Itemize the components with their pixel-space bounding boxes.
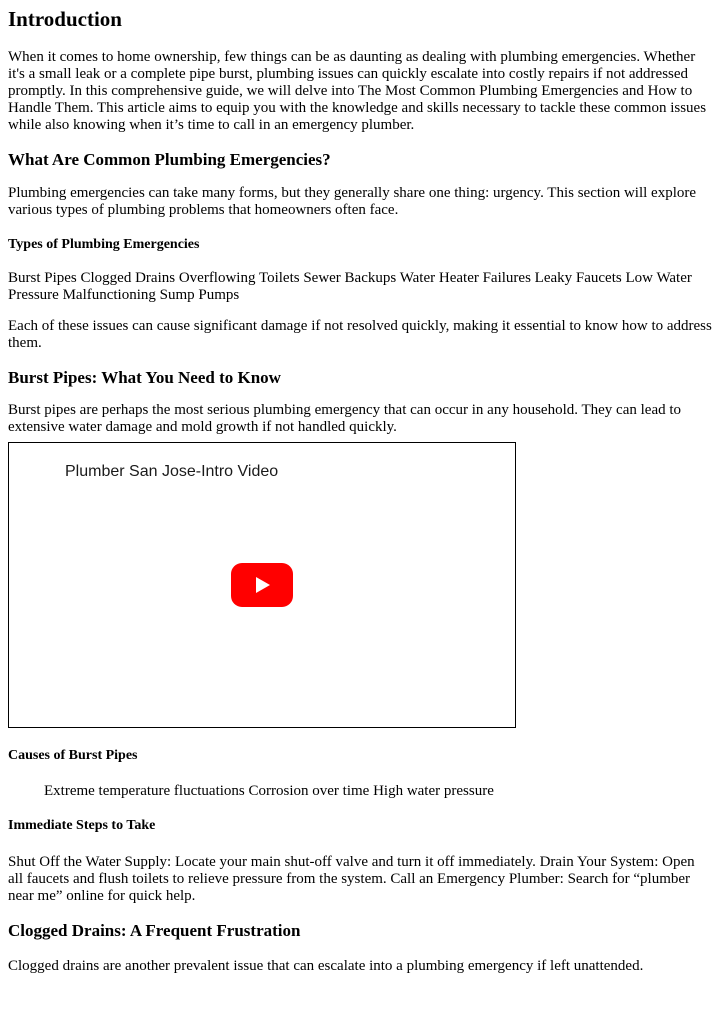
common-emergencies-heading: What Are Common Plumbing Emergencies?: [8, 150, 331, 169]
clogged-drains-heading: Clogged Drains: A Frequent Frustration: [8, 921, 301, 940]
article-page: [0, 7, 720, 975]
each-issue-paragraph: Each of these issues can cause significant damage if not resolved quickly, making it essential to know how to address them.: [8, 318, 712, 351]
common-emergencies-paragraph: Plumbing emergencies can take many forms, but they generally share one thing: urgency. This section will explore various types of plumbing problems that homeowners often face.: [8, 185, 697, 218]
youtube-play-icon[interactable]: [231, 563, 293, 607]
video-title[interactable]: Plumber San Jose-Intro Video: [65, 463, 279, 480]
burst-pipes-paragraph: Burst pipes are perhaps the most serious plumbing emergency that can occur in any household. They can lead to extensive water damage and mold growth if not handled quickly.: [8, 402, 682, 435]
immediate-steps-heading: Immediate Steps to Take: [8, 818, 156, 833]
causes-heading: Causes of Burst Pipes: [8, 748, 138, 763]
intro-paragraph: When it comes to home ownership, few things can be as daunting as dealing with plumbing emergencies. Whether it's a small leak or a complete pipe burst, plumbing issues can quickly escalate into costly repairs if not addressed promptly. In this comprehensive guide, we will delve into The Most Common Plumbing Emergencies and How to Handle Them. This article aims to equip you with the knowledge and skills necessary to tackle these common issues while also knowing when it’s time to call in an emergency plumber.: [8, 49, 707, 133]
causes-list: Extreme temperature fluctuations Corrosion over time High water pressure: [44, 783, 494, 799]
types-heading: Types of Plumbing Emergencies: [8, 237, 200, 252]
video-embed[interactable]: [8, 442, 516, 728]
burst-pipes-heading: Burst Pipes: What You Need to Know: [8, 368, 281, 387]
play-button[interactable]: [231, 563, 293, 607]
immediate-steps-paragraph: Shut Off the Water Supply: Locate your main shut-off valve and turn it off immediately. Drain Your System: Open all faucets and flush toilets to relieve pressure from the system. Call an Emergency Plumber: Search for “plumber near me” online for quick help.: [8, 854, 695, 904]
clogged-drains-paragraph: Clogged drains are another prevalent issue that can escalate into a plumbing emergency if left unattended.: [8, 958, 644, 974]
types-list: Burst Pipes Clogged Drains Overflowing Toilets Sewer Backups Water Heater Failures Leaky Faucets Low Water Pressure Malfunctioning Sump Pumps: [8, 270, 692, 303]
page-title: Introduction: [8, 7, 122, 31]
